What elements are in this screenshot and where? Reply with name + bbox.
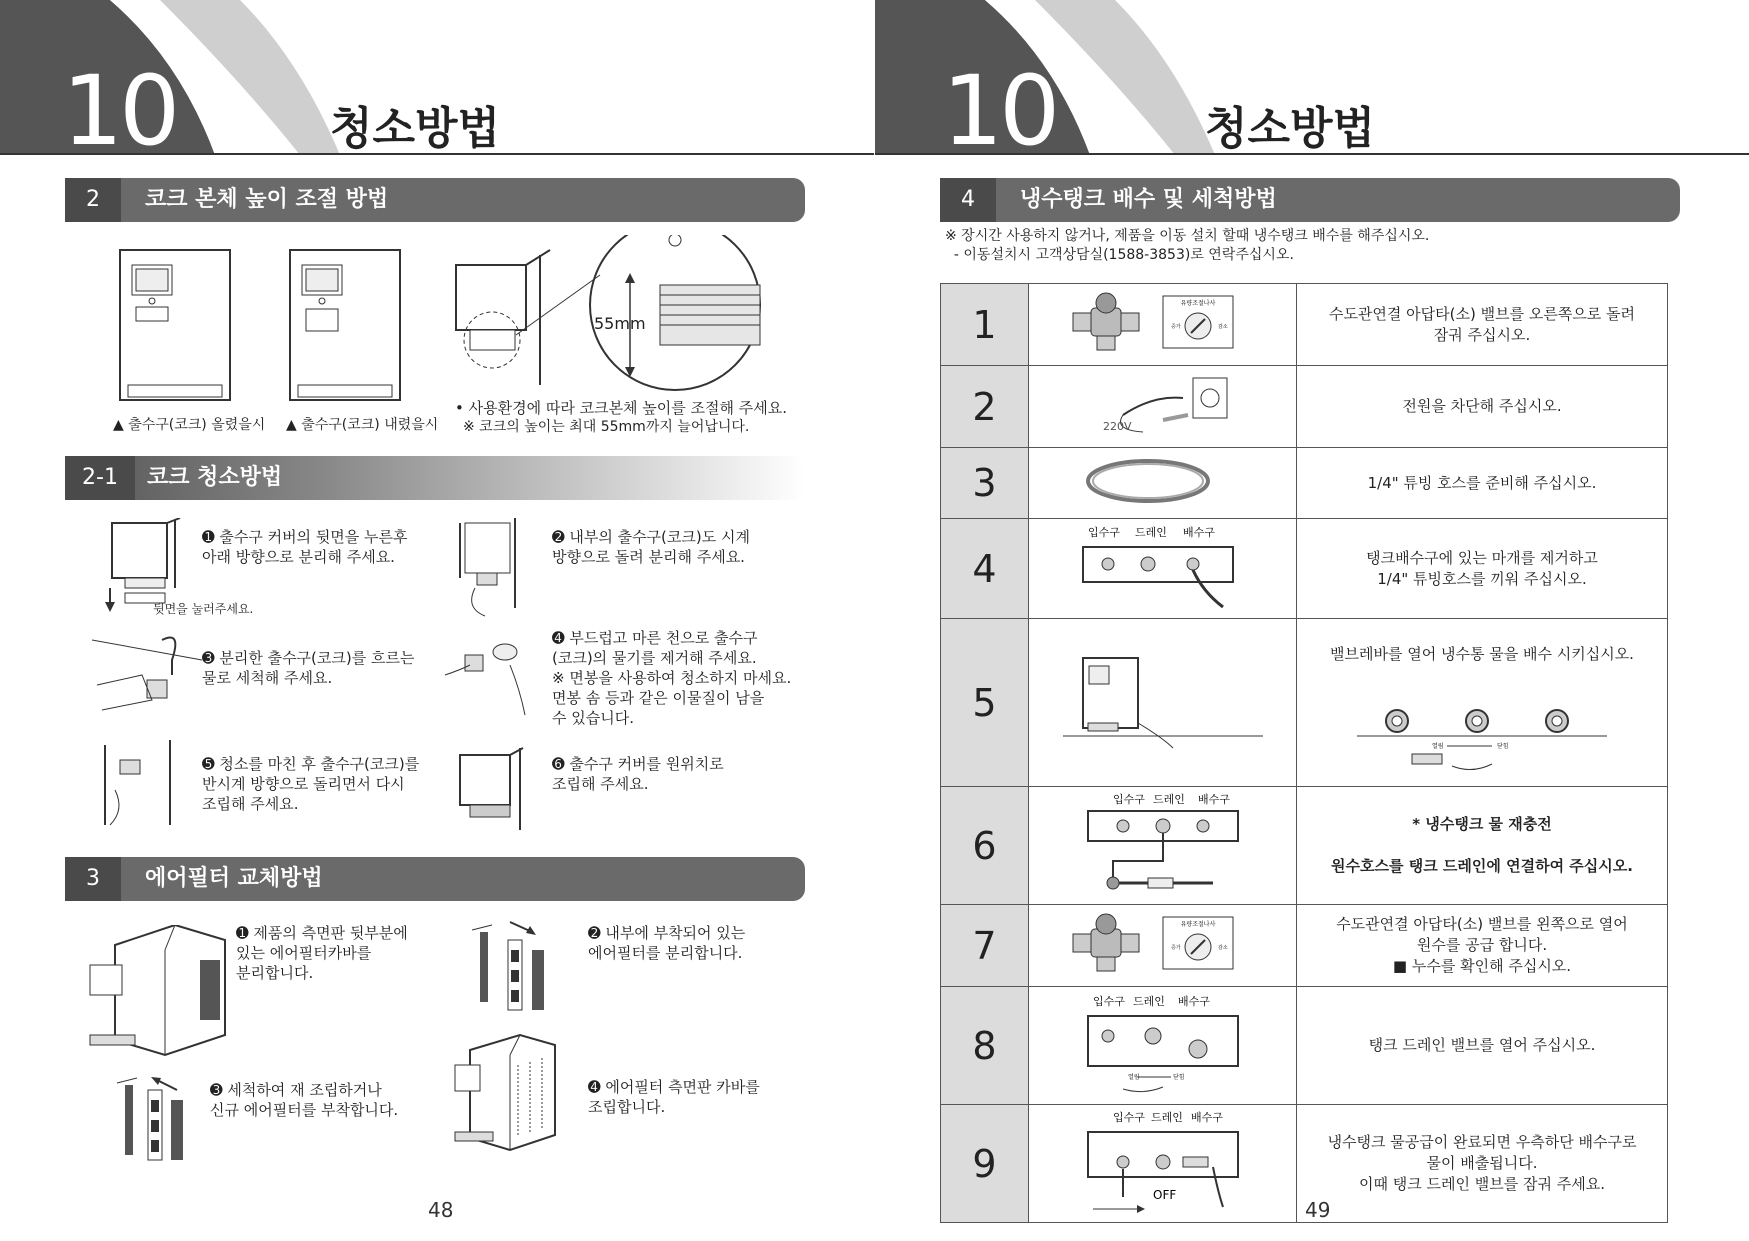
- step-illustration-rinse: [92, 630, 212, 715]
- step-image-cell: [1029, 905, 1297, 987]
- table-row: [941, 619, 1668, 787]
- valve-label-title: 유량조절나사: [1180, 299, 1215, 307]
- valve-label-decrease: 감소: [1217, 944, 1228, 951]
- chapter-number: 10: [942, 55, 1057, 167]
- table-row: [941, 787, 1668, 905]
- section-number: 3: [65, 857, 121, 901]
- step-number: 2: [941, 366, 1029, 448]
- cleaning-step-4: ➍ 부드럽고 마른 천으로 출수구 (코크)의 물기를 제거해 주세요. ※ 면봉을 사용하여 청소하지 마세요. 면봉 솜 등과 같은 이물질이 남을 수 있습니다.: [552, 629, 792, 727]
- refill-connect-illustration: [1053, 791, 1273, 896]
- power-unplug-illustration: [1053, 370, 1273, 440]
- table-row: [941, 284, 1668, 366]
- tank-drain-open-illustration: [1053, 991, 1273, 1096]
- step-description-cell: [1297, 619, 1668, 787]
- drain-label: 드레인: [1134, 525, 1167, 539]
- step-number: 5: [941, 619, 1029, 787]
- table-row: [941, 987, 1668, 1105]
- inlet-label: 입수구: [1112, 793, 1145, 806]
- lowered-caption: ▲ 출수구(코크) 내렸을시: [286, 417, 439, 433]
- section-number: 2: [65, 178, 121, 222]
- step-number: 6: [941, 787, 1029, 905]
- table-row: [941, 1105, 1668, 1223]
- step-number: 3: [941, 448, 1029, 519]
- outlet-label: 배수구: [1177, 995, 1210, 1008]
- lever-close-label: 닫힘: [1172, 1074, 1185, 1081]
- outlet-label: 배수구: [1197, 793, 1230, 806]
- drain-label: 드레인: [1150, 1110, 1183, 1124]
- adjust-note-1: • 사용환경에 따라 코크본체 높이를 조절해 주세요.: [455, 399, 788, 417]
- table-row: [941, 905, 1668, 987]
- section-title: 코크 본체 높이 조절 방법: [145, 187, 389, 212]
- valve-label-increase: 증가: [1170, 944, 1181, 951]
- valve-lever-illustration: [1352, 696, 1612, 776]
- table-row: [941, 448, 1668, 519]
- step-description: 밸브레바를 열어 냉수통 물을 배수 시키십시오.: [1330, 645, 1634, 663]
- step-description: * 냉수탱크 물 재충전 원수호스를 탱크 드레인에 연결하여 주십시오.: [1297, 787, 1668, 905]
- step-number: 4: [941, 519, 1029, 619]
- section-4-bar: [940, 178, 1680, 222]
- drain-steps-table: [940, 283, 1668, 1223]
- step-description: 수도관연결 아답타(소) 밸브를 왼쪽으로 열어 원수를 공급 합니다. ■ 누수를 확인해 주십시오.: [1297, 905, 1668, 987]
- chapter-title: 청소방법: [1205, 103, 1376, 154]
- valve-label-decrease: 감소: [1217, 323, 1228, 330]
- step-number: 7: [941, 905, 1029, 987]
- lever-open-label: 열림: [1127, 1074, 1140, 1081]
- chapter-title: 청소방법: [330, 103, 501, 154]
- adjust-note-2: ※ 코크의 높이는 최대 55mm까지 늘어납니다.: [463, 419, 750, 435]
- drain-hose-connect-illustration: [1053, 522, 1273, 612]
- filter-step-1: ➊ 제품의 측면판 뒷부분에 있는 에어필터카바를 분리합니다.: [236, 924, 408, 982]
- step-illustration-dry: [440, 630, 540, 720]
- valve-closing-illustration: [1053, 288, 1273, 358]
- drain-water-illustration: [1053, 648, 1273, 753]
- outlet-label: 배수구: [1190, 1110, 1223, 1124]
- step-description: 전원을 차단해 주십시오.: [1297, 366, 1668, 448]
- drain-note-1: ※ 장시간 사용하지 않거나, 제품을 이동 설치 할때 냉수탱크 배수를 해주십시오.: [945, 228, 1430, 244]
- height-label: 55mm: [594, 314, 646, 333]
- step-illustration-unscrew-coke: [455, 518, 545, 618]
- section-3-bar: [65, 857, 805, 901]
- cleaning-step-3: ➌ 분리한 출수구(코크)를 흐르는 물로 세척해 주세요.: [202, 649, 415, 687]
- outlet-label: 배수구: [1182, 525, 1215, 539]
- section-title: 코크 청소방법: [147, 465, 283, 490]
- filter-step-2: ➋ 내부에 부착되어 있는 에어필터를 분리합니다.: [588, 924, 746, 962]
- filter-illustration-detach-filter: [470, 920, 555, 1015]
- step-illustration-reattach-cover: [455, 740, 545, 835]
- section-title: 에어필터 교체방법: [145, 866, 323, 891]
- filter-illustration-remove-cover: [85, 925, 235, 1060]
- valve-label-title: 유량조절나사: [1180, 920, 1215, 928]
- step-description: 수도관연결 아답타(소) 밸브를 오른쪽으로 돌려 잠궈 주십시오.: [1297, 284, 1668, 366]
- step-image-cell: [1029, 787, 1297, 905]
- raised-caption: ▲ 출수구(코크) 올렸을시: [113, 417, 266, 433]
- filter-step-3: ➌ 세척하여 재 조립하거나 신규 에어필터를 부착합니다.: [210, 1081, 399, 1119]
- step-image-cell: [1029, 619, 1297, 787]
- step-image-cell: [1029, 448, 1297, 519]
- cleaning-step-6: ➏ 출수구 커버를 원위치로 조립해 주세요.: [552, 755, 724, 793]
- step-description: 탱크 드레인 밸브를 열어 주십시오.: [1297, 987, 1668, 1105]
- section-title: 냉수탱크 배수 및 세척방법: [1020, 187, 1277, 212]
- drain-note-2: - 이동설치시 고객상담실(1588-3853)로 연락주십시오.: [945, 247, 1294, 263]
- step-number: 8: [941, 987, 1029, 1105]
- drain-label: 드레인: [1132, 995, 1165, 1008]
- voltage-label: 220V: [1102, 419, 1132, 433]
- cleaning-step-1: ➊ 출수구 커버의 뒷면을 누른후 아래 방향으로 분리해 주세요.: [202, 528, 408, 566]
- step-image-cell: [1029, 284, 1297, 366]
- dispenser-lowered-illustration: [280, 245, 460, 405]
- valve-label-increase: 증가: [1170, 323, 1181, 330]
- step-description: 탱크배수구에 있는 마개를 제거하고 1/4" 튜빙호스를 끼워 주십시오.: [1297, 519, 1668, 619]
- step-image-cell: [1029, 987, 1297, 1105]
- step-image-cell: [1029, 1105, 1297, 1223]
- table-row: [941, 519, 1668, 619]
- lever-open-label: 열림: [1432, 743, 1444, 750]
- filter-step-4: ➍ 에어필터 측면판 카바를 조립합니다.: [588, 1078, 760, 1116]
- inlet-label: 입수구: [1092, 995, 1125, 1008]
- section-2-bar: [65, 178, 805, 222]
- section-2-1-bar: [65, 456, 805, 500]
- drain-label: 드레인: [1152, 793, 1185, 806]
- dispenser-raised-illustration: [100, 245, 280, 405]
- tubing-hose-illustration: [1053, 451, 1273, 511]
- tank-drain-close-illustration: [1053, 1107, 1273, 1217]
- step-image-cell: [1029, 519, 1297, 619]
- inlet-label: 입수구: [1112, 1110, 1145, 1124]
- valve-opening-illustration: [1053, 909, 1273, 979]
- section-number: 4: [940, 178, 996, 222]
- left-page: [0, 0, 874, 1241]
- chapter-number: 10: [62, 55, 177, 167]
- press-back-hint: 뒷면을 눌러주세요.: [153, 602, 254, 616]
- page-number: 49: [1305, 1198, 1331, 1222]
- inlet-label: 입수구: [1087, 525, 1120, 539]
- step-number: 1: [941, 284, 1029, 366]
- page-number: 48: [428, 1198, 454, 1222]
- filter-illustration-reattach-filter: [115, 1075, 210, 1165]
- section-number: 2-1: [65, 456, 135, 500]
- cleaning-step-2: ➋ 내부의 출수구(코크)도 시계 방향으로 돌려 분리해 주세요.: [552, 528, 750, 566]
- step-illustration-reassemble-coke: [100, 740, 190, 830]
- off-label: OFF: [1152, 1187, 1176, 1202]
- cleaning-step-5: ➎ 청소를 마친 후 출수구(코크)를 반시계 방향으로 돌리면서 다시 조립해 주세요.: [202, 755, 420, 813]
- lever-close-label: 닫힘: [1497, 743, 1509, 750]
- step-description: 1/4" 튜빙 호스를 준비해 주십시오.: [1297, 448, 1668, 519]
- step-description: 냉수탱크 물공급이 완료되면 우측하단 배수구로 물이 배출됩니다. 이때 탱크 드레인 밸브를 잠궈 주세요.: [1297, 1105, 1668, 1223]
- right-page: [875, 0, 1749, 1241]
- filter-illustration-reattach-cover: [450, 1030, 560, 1160]
- step-number: 9: [941, 1105, 1029, 1223]
- step-image-cell: [1029, 366, 1297, 448]
- table-row: [941, 366, 1668, 448]
